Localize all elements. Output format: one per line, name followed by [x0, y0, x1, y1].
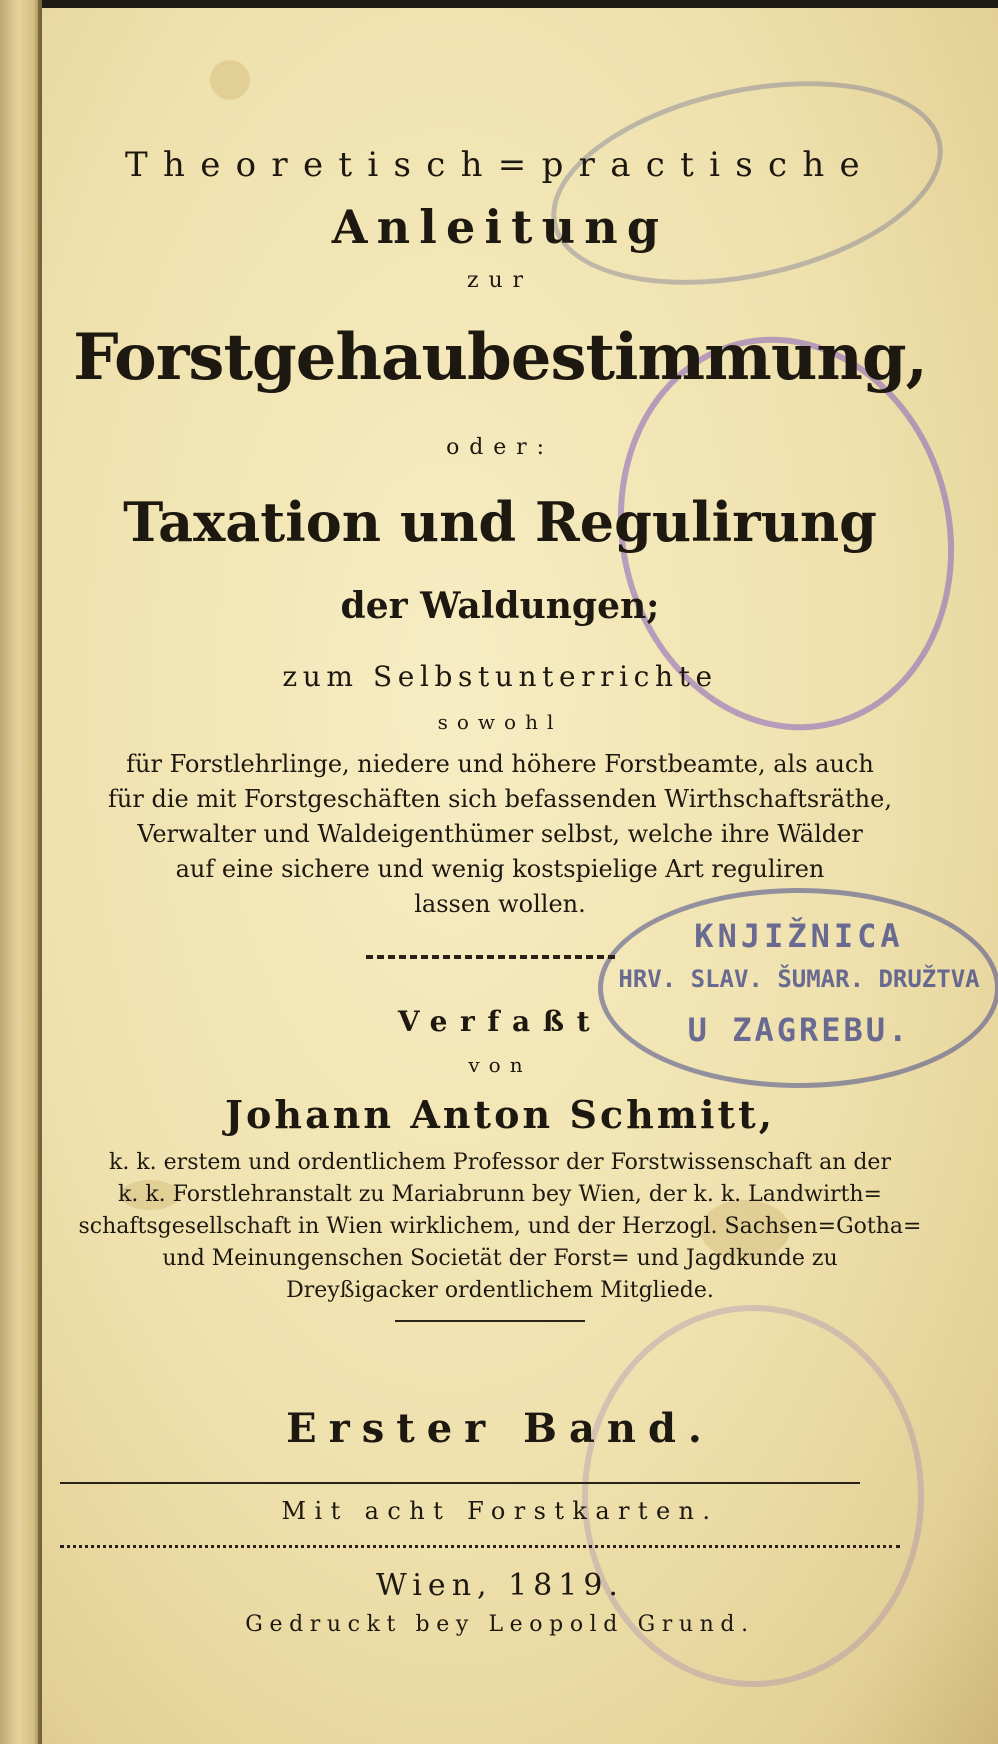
volume-label: Erster Band. [286, 1405, 714, 1452]
audience-line-1: für Forstlehrlinge, niedere und höhere Forstbeamte, als auch [126, 750, 874, 778]
credentials-line-2: k. k. Forstlehranstalt zu Mariabrunn bey Wien, der k. k. Landwirth= [118, 1182, 882, 1207]
subtitle: Taxation und Regulirung [123, 490, 877, 554]
maps-note: Mit acht Forstkarten. [281, 1497, 719, 1525]
title-line-theoretisch: Theoretisch=practische [125, 145, 875, 185]
spine-shadow [38, 0, 42, 1744]
credentials-line-3: schaftsgesellschaft in Wien wirklichem, und der Herzogl. Sachsen=Gotha= [78, 1214, 922, 1239]
verfasst-label: Verfaßt [397, 1005, 603, 1038]
title-line-zur: zur [467, 268, 533, 293]
title-line-sowohl: sowohl [437, 710, 563, 734]
audience-line-5: lassen wollen. [414, 890, 586, 918]
title-line-oder: oder: [446, 435, 554, 460]
main-title: Forstgehaubestimmung, [73, 320, 927, 395]
title-line-anleitung: Anleitung [331, 200, 669, 254]
library-stamp-line3: U ZAGREBU. [687, 1011, 911, 1049]
upper-rule [60, 1482, 860, 1484]
audience-line-2: für die mit Forstgeschäften sich befassenden Wirthschaftsräthe, [108, 785, 892, 813]
library-stamp-line1: KNJIŽNICA [694, 917, 904, 955]
imprint-place-year: Wien, 1819. [376, 1568, 624, 1603]
von-label: von [468, 1053, 532, 1077]
page-top-edge [0, 0, 998, 8]
title-line-selbstunterrichte: zum Selbstunterrichte [282, 660, 718, 693]
book-spine [0, 0, 42, 1744]
imprint-printer: Gedruckt bey Leopold Grund. [245, 1612, 755, 1637]
credentials-line-1: k. k. erstem und ordentlichem Professor der Forstwissenschaft an der [109, 1150, 891, 1175]
ornament-rule [366, 952, 616, 962]
subtitle-der-waldungen: der Waldungen; [340, 585, 660, 627]
audience-line-3: Verwalter und Waldeigenthümer selbst, welche ihre Wälder [137, 820, 863, 848]
dotted-rule [60, 1545, 900, 1548]
author-name: Johann Anton Schmitt, [225, 1092, 775, 1137]
audience-line-4: auf eine sichere und wenig kostspielige Art reguliren [175, 855, 825, 883]
credentials-line-5: Dreyßigacker ordentlichem Mitgliede. [286, 1278, 714, 1303]
credentials-line-4: und Meinungenschen Societät der Forst= und Jagdkunde zu [162, 1246, 838, 1271]
foxing-stain [210, 60, 250, 100]
short-rule [395, 1320, 585, 1322]
library-stamp-line2: HRV. SLAV. ŠUMAR. DRUŽTVA [618, 965, 980, 993]
